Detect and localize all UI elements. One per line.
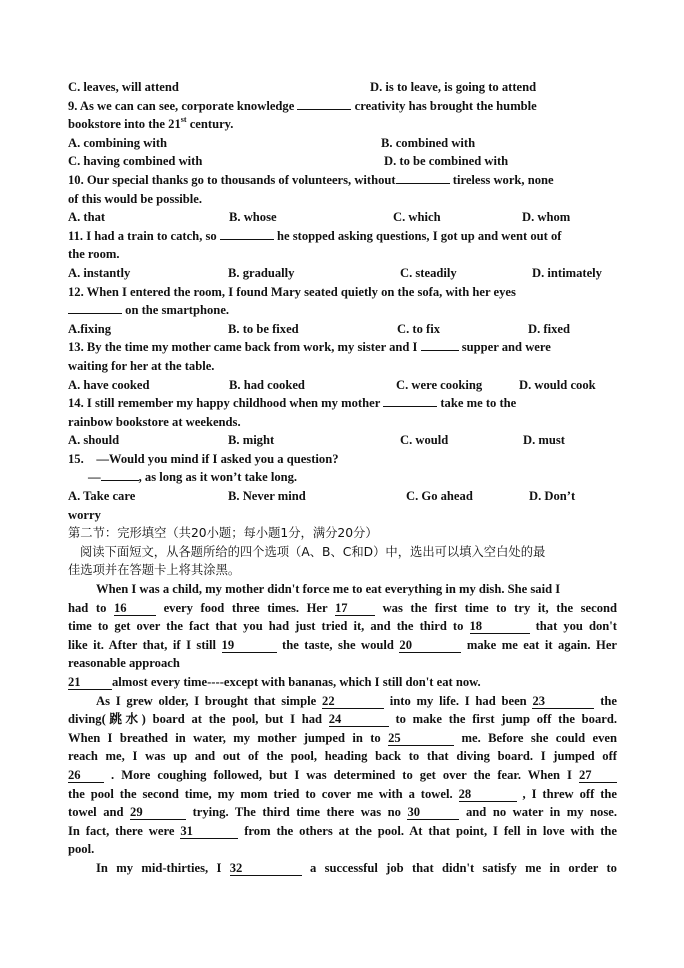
passage-p1-line5: reasonable approach [68,656,180,671]
cloze-blank-18: 18 [470,619,530,634]
q12-blank [68,301,122,314]
q9-option-d: D. to be combined with [384,154,509,169]
q12-stem-line2: on the smartphone. [68,301,617,320]
q14-options-row [68,431,617,450]
q12-option-d: D. fixed [528,321,570,336]
q12-option-c: C. to fix [397,321,441,336]
q14-option-a: A. should [68,433,120,448]
q14-option-d: D. must [523,433,565,448]
passage-p1-line3: time to get over the fact that you had just tried it, and the third to 18 that you don't [68,619,617,634]
q13-stem-line1: 13. By the time my mother came back from work, my sister and I supper and were [68,340,551,355]
q14-option-c: C. would [400,433,449,448]
q15-option-d-continued: worry [68,507,101,522]
passage-p1-line1: When I was a child, my mother didn't force me to eat everything in my dish. She said I [96,582,561,597]
q11-option-c: C. steadily [400,265,457,280]
q13-option-d: D. would cook [519,377,596,392]
q11-options-row [68,264,617,283]
cloze-blank-21: 21 [68,675,112,690]
q10-option-d: D. whom [522,210,571,225]
passage-p2-line3: When I breathed in water, my mother jumped in to 25 me. Before she could even [68,730,617,745]
q8-option-d: D. is to leave, is going to attend [370,80,537,94]
cloze-blank-28: 28 [459,787,517,802]
q9-options-row2 [68,152,617,171]
q9-stem-line1: 9. As we can can see, corporate knowledge creativity has brought the humble [68,98,537,113]
passage-p2-line7: towel and 29 trying. The third time there was no 30 and no water in my nose. [68,805,617,820]
q14-option-b: B. might [228,433,275,448]
passage-p1-line4: like it. After that, if I still 19 the taste, she would 20 make me eat it again. Her [68,637,618,652]
q14-blank [383,394,437,407]
q15-option-b: B. Never mind [228,489,306,504]
section2-instructions-line2: 佳选项并在答题卡上将其涂黑。 [68,563,241,578]
cloze-blank-31: 31 [180,824,238,839]
q13-option-a: A. have cooked [68,377,150,392]
q13-option-b: B. had cooked [229,377,305,392]
q11-option-d: D. intimately [532,265,602,280]
passage-p2-line8: In fact, there were 31 from the others at the pool. At that point, I fell in love with the [68,823,617,838]
q11-stem-line1: 11. I had a train to catch, so he stopped asking questions, I got up and went out of [68,228,562,243]
cloze-blank-27: 27 [579,768,617,783]
q15-stem-line1: 15. —Would you mind if I asked you a question? [68,451,339,466]
q10-option-a: A. that [68,210,106,225]
q11-option-a: A. instantly [68,265,131,280]
q8-options-row [68,78,617,97]
q11-blank [220,227,274,240]
q15-blank [101,468,139,481]
q13-option-c: C. were cooking [396,377,483,392]
q12-option-a: A.fixing [68,321,112,336]
q11-option-b: B. gradually [228,265,295,280]
q12-options-row [68,320,617,339]
exam-page [68,78,617,878]
passage-p2-line6: the pool the second time, my mom tried to cover me with a towel. 28 , I threw off the [68,786,617,801]
cloze-blank-24: 24 [329,712,389,727]
cloze-blank-29: 29 [130,805,186,820]
q9-option-c: C. having combined with [68,154,203,169]
cloze-blank-22: 22 [322,694,384,709]
q9-option-b: B. combined with [381,135,476,150]
passage-p1-line6: 21 almost every time----except with bananas, which I still don't eat now. [68,675,481,689]
q15-option-d: D. Don’t [529,489,576,504]
q9-blank [297,97,351,110]
passage-p3-line1: In my mid-thirties, I 32 a successful job that didn't satisfy me in order to [96,860,617,875]
q13-options-row [68,376,617,395]
cloze-blank-17: 17 [335,601,375,616]
q13-blank [421,338,459,351]
q8-option-c: C. leaves, will attend [68,80,179,94]
q10-stem-line2: of this would be possible. [68,191,203,206]
q14-stem-line1: 14. I still remember my happy childhood when my mother take me to the [68,396,517,411]
section2-instructions-line1: 阅读下面短文，从各题所给的四个选项（A、B、C和D）中，选出可以填入空白处的最 [80,544,546,559]
q9-stem-line2: bookstore into the 21st century. [68,115,234,132]
q9-option-a: A. combining with [68,135,168,150]
q10-option-b: B. whose [229,210,277,225]
q10-option-c: C. which [393,210,441,225]
passage-p2-line1: As I grew older, I brought that simple 22 into my life. I had been 23 the [96,693,617,708]
cloze-blank-19: 19 [222,638,277,653]
q9-options-row1 [68,134,617,153]
q10-options-row [68,208,617,227]
q15-option-c: C. Go ahead [406,489,473,504]
q10-blank [396,171,450,184]
passage-p2-line4: reach me, I was up and out of the pool, heading back to that diving board. I jumped off [68,749,617,764]
q13-stem-line2: waiting for her at the table. [68,358,215,373]
passage-p2-line5: 26 . More coughing followed, but I was determined to get over the fear. When I 27 [68,766,617,785]
cloze-blank-16: 16 [114,601,156,616]
q11-stem-line2: the room. [68,247,120,262]
section2-heading: 第二节：完形填空（共20小题；每小题1分，满分20分） [68,526,378,541]
cloze-blank-30: 30 [407,805,459,820]
passage-p1-line2: had to 16 every food three times. Her 17 was the first time to try it, the second [68,600,618,615]
q15-stem-line2: — , as long as it won’t take long. [88,470,298,485]
q14-stem-line2: rainbow bookstore at weekends. [68,414,241,429]
q10-stem-line1: 10. Our special thanks go to thousands of volunteers, without tireless work, none [68,172,554,187]
q15-options-row [68,487,617,506]
cloze-blank-26: 26 [68,768,104,783]
cloze-blank-25: 25 [388,731,454,746]
passage-p2-line2: diving(跳水) board at the pool, but I had 24 to make the first jump off the board. [68,712,617,727]
cloze-blank-23: 23 [532,694,594,709]
q12-option-b: B. to be fixed [228,321,299,336]
q15-option-a: A. Take care [68,489,136,504]
cloze-blank-20: 20 [399,638,461,653]
q12-stem-line1: 12. When I entered the room, I found Mary seated quietly on the sofa, with her eyes [68,284,516,299]
passage-p2-line9: pool. [68,842,95,857]
cloze-blank-32: 32 [230,861,302,876]
